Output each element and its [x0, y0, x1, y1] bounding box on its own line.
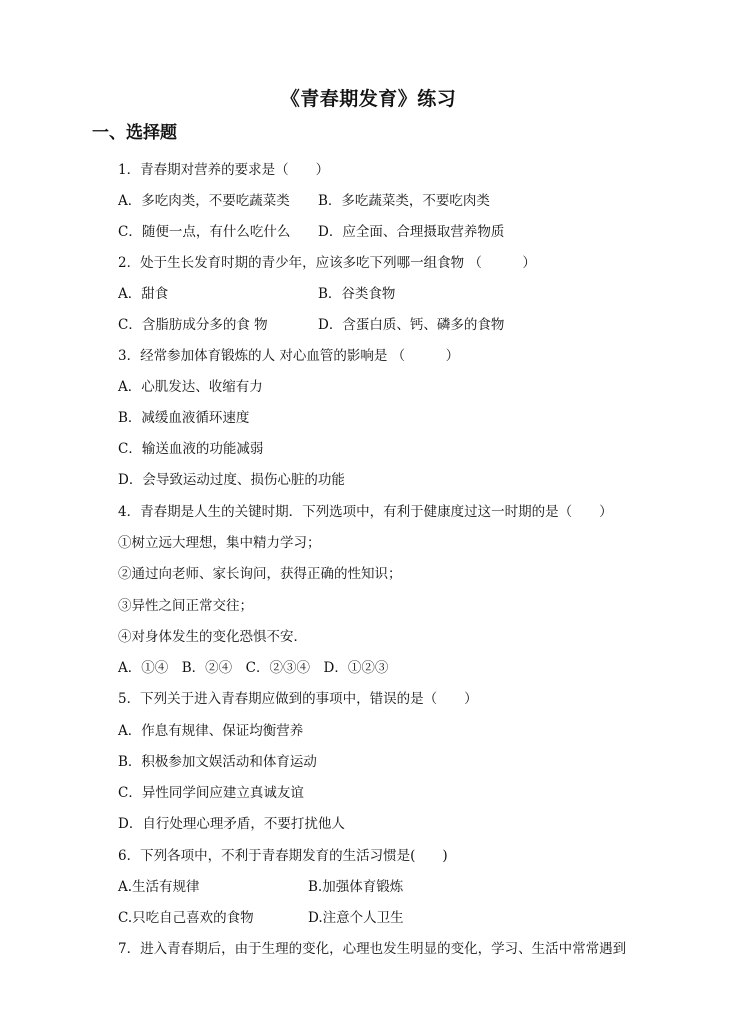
question-6-options-row-2 — [118, 908, 404, 928]
question-6-option-b: B.加强体育锻炼 — [308, 879, 404, 895]
question-5-option-a: A．作息有规律、保证均衡营养 — [118, 723, 304, 739]
question-5-option-d: D．自行处理心理矛盾，不要打扰他人 — [118, 816, 345, 832]
question-6-option-d: D.注意个人卫生 — [308, 910, 404, 926]
question-2-option-c: C．含脂肪成分多的食 物 — [118, 317, 268, 333]
question-1-option-a: A．多吃肉类，不要吃蔬菜类 — [118, 193, 290, 209]
question-5-option-b: B．积极参加文娱活动和体育运动 — [118, 754, 317, 770]
question-1-option-d: D．应全面、合理摄取营养物质 — [318, 224, 505, 240]
question-2-options-row-2 — [118, 315, 504, 335]
question-2-option-a: A．甜食 — [118, 286, 169, 302]
section-heading: 一、选择题 — [92, 123, 177, 143]
question-2-stem: 2．处于生长发育时期的青少年，应该多吃下列哪一组食物 （ ） — [118, 255, 536, 271]
question-4-stem: 4．青春期是人生的关键时期．下列选项中，有利于健康度过这一时期的是（ ） — [118, 504, 613, 520]
question-4-statement-4: ④对身体发生的变化恐惧不安． — [118, 629, 307, 645]
question-1-options-row-2 — [118, 222, 504, 242]
question-2-options-row-1 — [118, 284, 395, 304]
question-6-stem: 6．下列各项中，不利于青春期发育的生活习惯是( ) — [118, 848, 448, 864]
question-3-option-d: D．会导致运动过度、损伤心脏的功能 — [118, 472, 345, 488]
question-6-option-a: A.生活有规律 — [118, 879, 200, 895]
question-4-options: A．①④ B．②④ C．②③④ D．①②③ — [118, 660, 389, 676]
question-4-statement-3: ③异性之间正常交往； — [118, 598, 253, 614]
question-7-stem: 7．进入青春期后，由于生理的变化，心理也发生明显的变化，学习、生活中常常遇到 — [118, 941, 627, 957]
document-title: 《青春期发育》练习 — [280, 88, 457, 110]
question-3-stem: 3．经常参加体育锻炼的人 对心血管的影响是 （ ） — [118, 348, 460, 364]
question-5-option-c: C．异性同学间应建立真诚友谊 — [118, 785, 304, 801]
question-6-options-row-1 — [118, 877, 403, 897]
question-3-option-c: C．输送血液的功能减弱 — [118, 441, 264, 457]
question-6-option-c: C.只吃自己喜欢的食物 — [118, 910, 254, 926]
question-1-option-b: B．多吃蔬菜类，不要吃肉类 — [318, 193, 490, 209]
question-1-option-c: C．随便一点，有什么吃什么 — [118, 224, 291, 240]
question-1-options-row-1 — [118, 191, 490, 211]
question-2-option-d: D．含蛋白质、钙、磷多的食物 — [318, 317, 505, 333]
question-4-statement-1: ①树立远大理想，集中精力学习； — [118, 535, 321, 551]
question-3-option-a: A．心肌发达、收缩有力 — [118, 379, 263, 395]
question-4-statement-2: ②通过向老师、家长询问，获得正确的性知识； — [118, 566, 402, 582]
question-5-stem: 5．下列关于进入青春期应做到的事项中，错误的是（ ） — [118, 691, 478, 707]
question-3-option-b: B．减缓血液循环速度 — [118, 410, 250, 426]
question-1-stem: 1．青春期对营养的要求是（ ） — [118, 162, 330, 178]
question-2-option-b: B．谷类食物 — [318, 286, 396, 302]
